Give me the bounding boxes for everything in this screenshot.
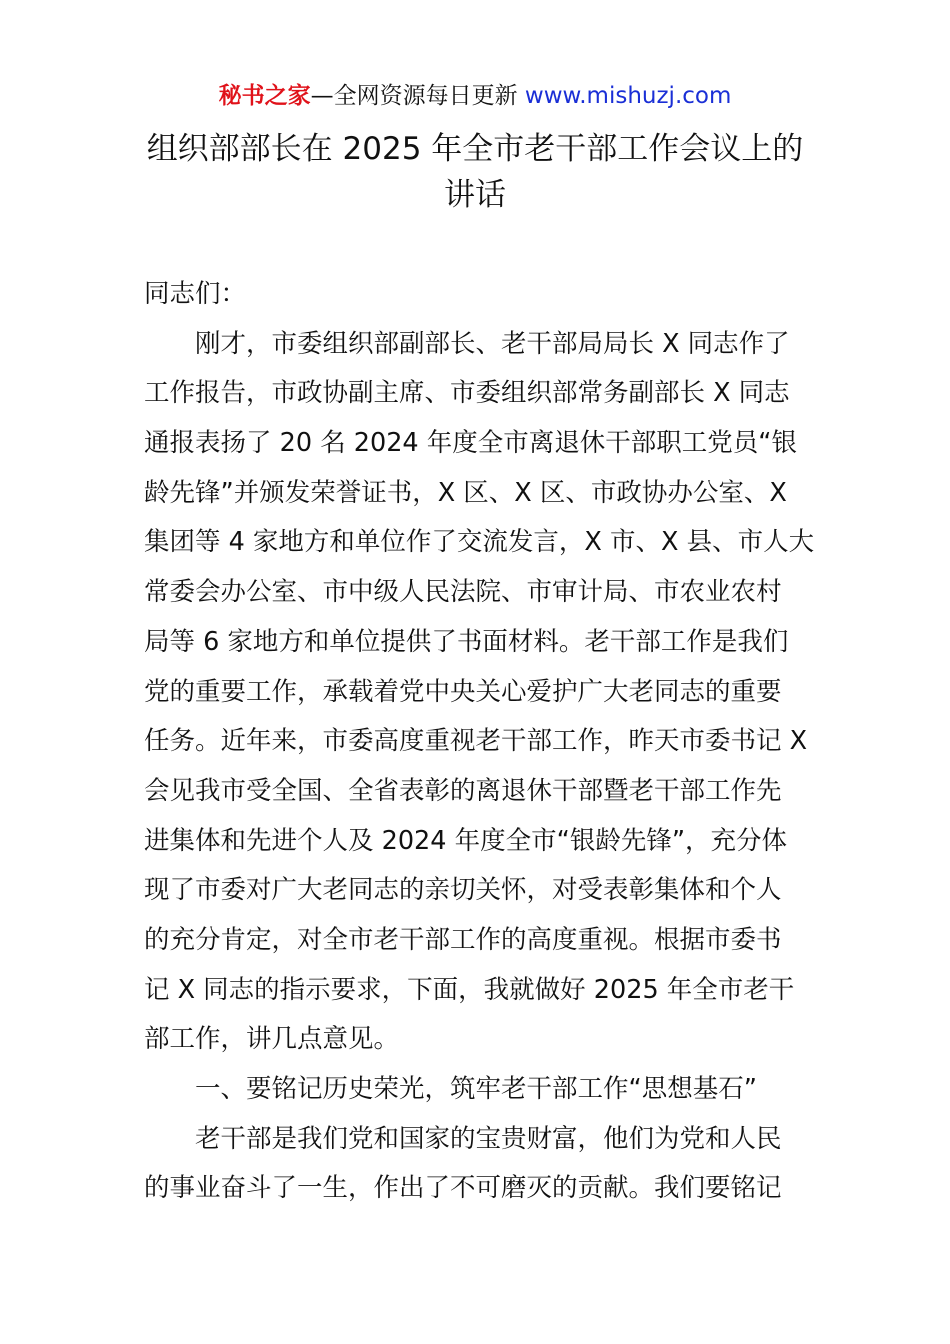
site-tagline: —全网资源每日更新 bbox=[310, 83, 525, 109]
document-body bbox=[144, 270, 824, 1214]
paragraph-line: 通报表扬了 20 名 2024 年度全市离退休干部职工党员“银 bbox=[144, 428, 797, 459]
salutation: 同志们： bbox=[144, 279, 247, 309]
paragraph-line: 部工作，讲几点意见。 bbox=[144, 1024, 400, 1055]
title-line-1: 组织部部长在 2025 年全市老干部工作会议上的 bbox=[146, 131, 804, 167]
section-heading: 一、要铭记历史荣光，筑牢老干部工作“思想基石” bbox=[195, 1074, 757, 1104]
document-title bbox=[120, 126, 830, 218]
site-brand: 秘书之家 bbox=[218, 83, 311, 109]
paragraph-line: 刚才，市委组织部副部长、老干部局局长 X 同志作了 bbox=[195, 328, 790, 359]
paragraph-line: 常委会办公室、市中级人民法院、市审计局、市农业农村 bbox=[144, 577, 782, 608]
site-header bbox=[0, 80, 950, 112]
paragraph-line: 老干部是我们党和国家的宝贵财富，他们为党和人民 bbox=[195, 1123, 782, 1154]
title-line-2: 讲话 bbox=[444, 177, 506, 213]
site-url-link[interactable]: www.mishuzj.com bbox=[524, 83, 732, 109]
paragraph-line: 现了市委对广大老同志的亲切关怀，对受表彰集体和个人 bbox=[144, 875, 782, 906]
paragraph-line: 党的重要工作，承载着党中央关心爱护广大老同志的重要 bbox=[144, 676, 782, 707]
paragraph-line: 龄先锋”并颁发荣誉证书，X 区、X 区、市政协办公室、X bbox=[144, 477, 787, 508]
paragraph-line: 的事业奋斗了一生，作出了不可磨灭的贡献。我们要铭记 bbox=[144, 1173, 782, 1204]
paragraph-line: 工作报告，市政协副主席、市委组织部常务副部长 X 同志 bbox=[144, 378, 790, 409]
paragraph-line: 记 X 同志的指示要求，下面，我就做好 2025 年全市老干 bbox=[144, 974, 795, 1005]
paragraph-line: 任务。近年来，市委高度重视老干部工作，昨天市委书记 X bbox=[144, 726, 808, 757]
paragraph-line: 集团等 4 家地方和单位作了交流发言，X 市、X 县、市人大 bbox=[144, 527, 815, 558]
paragraph-line: 会见我市受全国、全省表彰的离退休干部暨老干部工作先 bbox=[144, 775, 782, 806]
paragraph-line: 局等 6 家地方和单位提供了书面材料。老干部工作是我们 bbox=[144, 626, 789, 657]
paragraph-line: 的充分肯定，对全市老干部工作的高度重视。根据市委书 bbox=[144, 924, 782, 955]
paragraph-line: 进集体和先进个人及 2024 年度全市“银龄先锋”，充分体 bbox=[144, 825, 788, 856]
